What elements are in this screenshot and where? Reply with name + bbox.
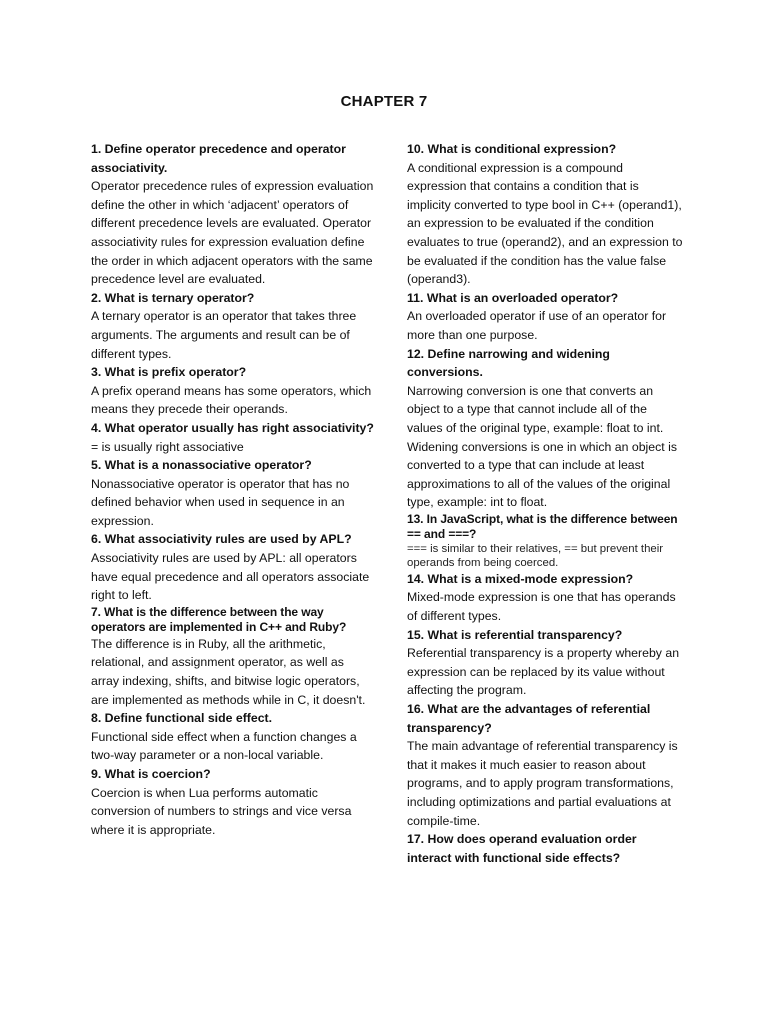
question-1: 1. Define operator precedence and operator associativity.	[91, 142, 346, 175]
chapter-title: CHAPTER 7	[340, 93, 428, 110]
question-17: 17. How does operand evaluation order interact with functional side effects?	[407, 832, 637, 865]
question-14: 14. What is a mixed-mode expression?	[407, 571, 634, 586]
right-column	[407, 140, 684, 867]
question-8: 8. Define functional side effect.	[91, 711, 273, 726]
answer-5: Nonassociative operator is operator that has no defined behavior when used in sequence in an expression.	[91, 476, 350, 528]
question-11: 11. What is an overloaded operator?	[407, 290, 619, 305]
answer-2: A ternary operator is an operator that takes three arguments. The arguments and result can be of different types.	[91, 309, 357, 361]
question-7: 7. What is the difference between the way operators are implemented in C++ and Ruby?	[91, 604, 347, 634]
answer-10: A conditional expression is a compound expression that contains a condition that is implicity converted to type bool in C++ (operand1), an expression to be evaluated if the condition evaluates to true (operand2), and an expression to be evaluated if the condition has the value false (operand3).	[407, 160, 683, 287]
question-13: 13. In JavaScript, what is the difference between == and ===?	[407, 511, 678, 541]
question-15: 15. What is referential transparency?	[407, 627, 623, 642]
question-5: 5. What is a nonassociative operator?	[91, 458, 312, 473]
question-16: 16. What are the advantages of referential transparency?	[407, 702, 651, 735]
answer-4: = is usually right associative	[91, 439, 244, 454]
question-12: 12. Define narrowing and widening conversions.	[407, 346, 610, 380]
question-10: 10. What is conditional expression?	[407, 142, 617, 156]
question-3: 3. What is prefix operator?	[91, 365, 247, 380]
answer-16: The main advantage of referential transparency is that it makes it much easier to reason about programs, and to apply program transformations, including optimizations and partial evaluations at compile-time.	[407, 739, 678, 828]
left-column	[91, 140, 374, 839]
answer-11: An overloaded operator if use of an operator for more than one purpose.	[407, 309, 667, 342]
question-6: 6. What associativity rules are used by APL?	[91, 532, 352, 547]
answer-15: Referential transparency is a property whereby an expression can be replaced by its value without affecting the program.	[407, 646, 680, 698]
answer-13: === is similar to their relatives, == but prevent their operands from being coerced.	[407, 542, 664, 569]
question-2: 2. What is ternary operator?	[91, 290, 255, 305]
question-9: 9. What is coercion?	[91, 767, 211, 781]
answer-14: Mixed-mode expression is one that has operands of different types.	[407, 590, 676, 624]
answer-3: A prefix operand means has some operators, which means they precede their operands.	[91, 383, 372, 417]
answer-12: Narrowing conversion is one that converts an object to a type that cannot include all of the values of the original type, example: float to int. Widening conversions is one in which an object is converted to a type that can include at least approximations to all of the values of the original type, example: int to float.	[407, 383, 677, 510]
answer-1: Operator precedence rules of expression evaluation define the other in which ‘adjacent’ operators of different precedence levels are evaluated. Operator associativity rules for expression evaluation define the order in which adjacent operators with the same precedence level are evaluated.	[91, 179, 374, 287]
answer-7: The difference is in Ruby, all the arithmetic, relational, and assignment operator, as well as array indexing, shifts, and bitwise logic operators, are implemented as methods while in C, it doesn't.	[91, 636, 366, 707]
question-4: 4. What operator usually has right associativity?	[91, 420, 374, 435]
answer-8: Functional side effect when a function changes a two-way parameter or a non-local variable.	[91, 729, 357, 763]
answer-9: Coercion is when Lua performs automatic conversion of numbers to strings and vice versa where it is appropriate.	[91, 785, 352, 837]
answer-6: Associativity rules are used by APL: all operators have equal precedence and all operators associate right to left.	[91, 551, 370, 603]
